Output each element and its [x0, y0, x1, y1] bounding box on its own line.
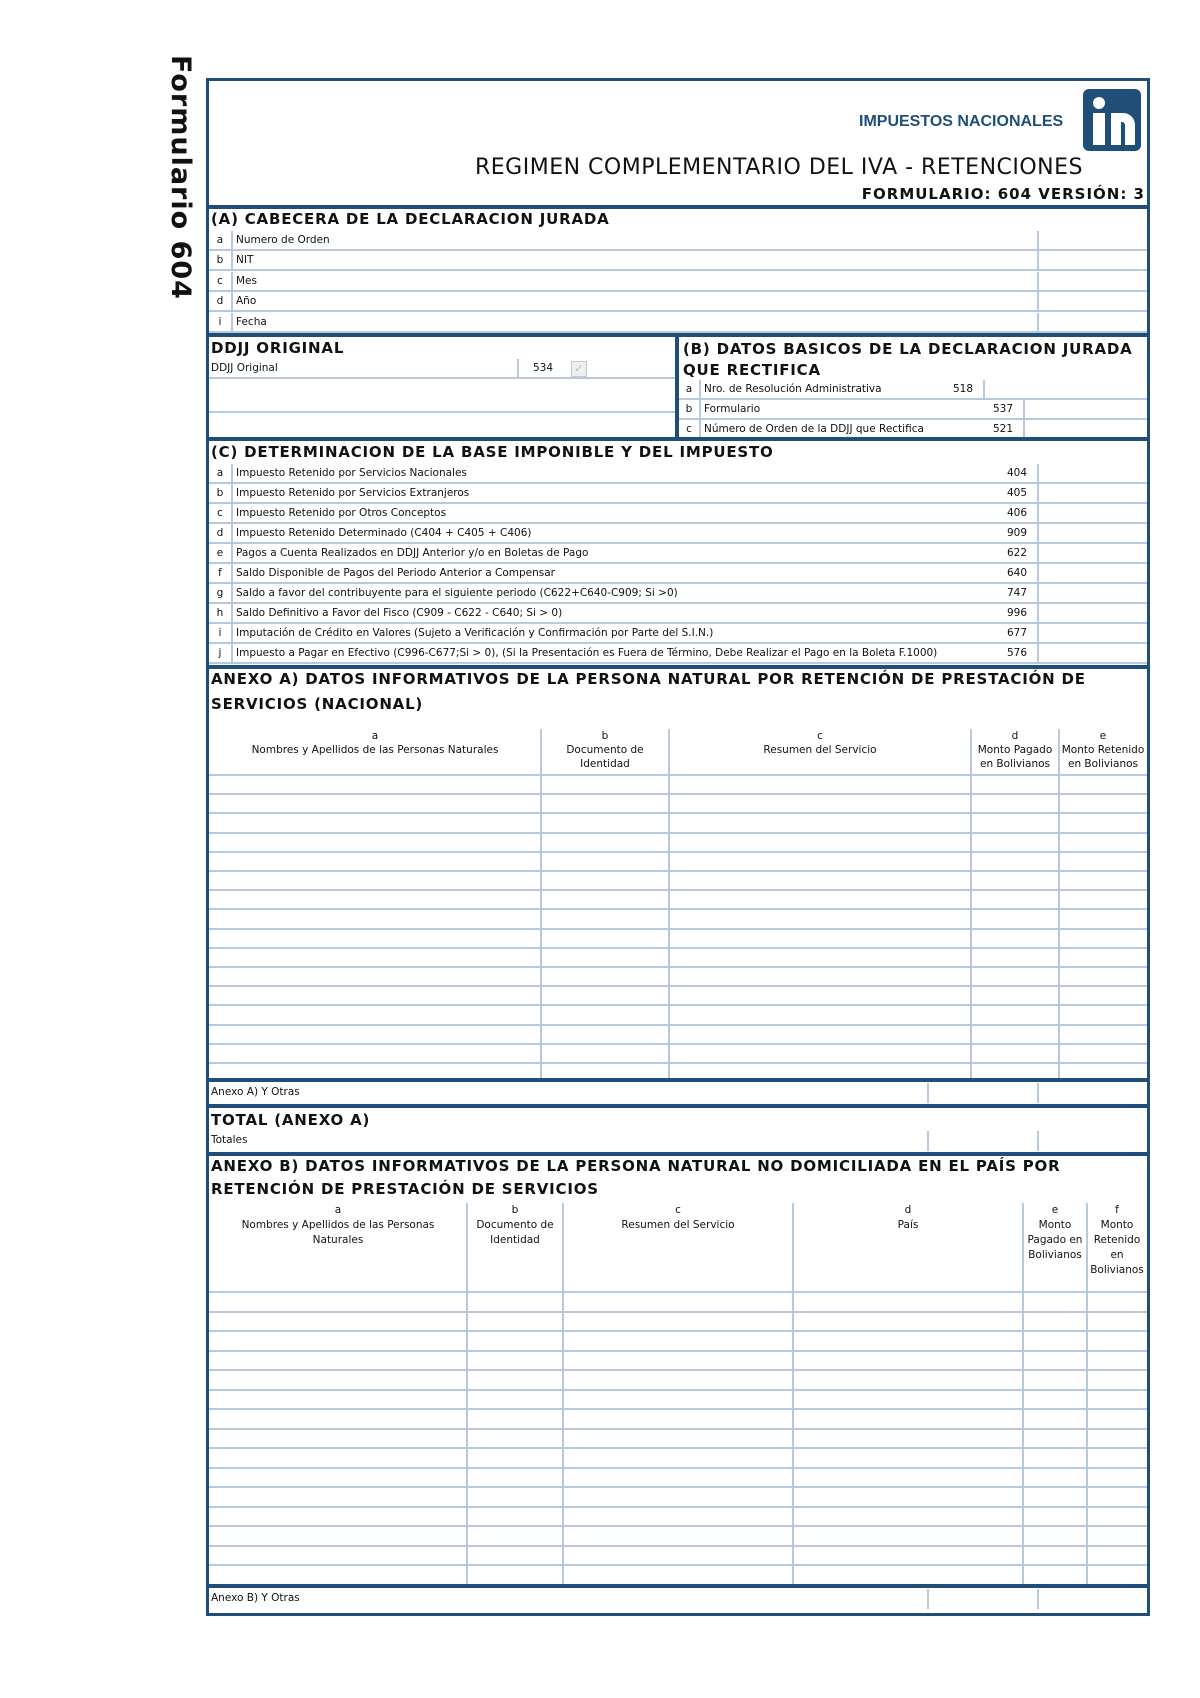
column-letter: b	[511, 1204, 519, 1216]
column-header	[209, 1203, 467, 1248]
row-label: Número de Orden de la DDJJ que Rectifica	[699, 420, 935, 438]
form-title: REGIMEN COMPLEMENTARIO DEL IVA - RETENCIONES	[475, 155, 1084, 180]
total-a-title: TOTAL (ANEXO A)	[211, 1111, 371, 1129]
row-letter: c	[686, 423, 692, 435]
anexo-a-title-1: ANEXO A) DATOS INFORMATIVOS DE LA PERSONA NATURAL POR RETENCIÓN DE PRESTACIÓN DE	[211, 670, 1086, 688]
row-code: 996	[1006, 607, 1028, 619]
column-label: Nombres y Apellidos de las Personas	[241, 1219, 435, 1231]
totales-e[interactable]	[1037, 1131, 1147, 1151]
row-code: 537	[992, 403, 1014, 415]
row-letter: d	[216, 527, 224, 539]
row-line	[209, 1408, 1147, 1410]
row-letter: g	[216, 587, 224, 599]
value-input[interactable]	[1037, 624, 1147, 642]
row-letter: e	[216, 547, 224, 559]
row-label: Impuesto Retenido Determinado (C404 + C405 + C406)	[231, 524, 997, 542]
row-label: Pagos a Cuenta Realizados en DDJJ Anterior y/o en Boletas de Pago	[231, 544, 997, 562]
row-line	[209, 1525, 1147, 1527]
value-input[interactable]	[1037, 524, 1147, 542]
anexo-b-title-1: ANEXO B) DATOS INFORMATIVOS DE LA PERSONA NATURAL NO DOMICILIADA EN EL PAÍS POR	[211, 1157, 1061, 1175]
table-row	[209, 251, 1147, 271]
row-line	[209, 1389, 1147, 1391]
table-row	[209, 484, 1147, 504]
impuestos-logo-icon	[1083, 89, 1141, 151]
row-line	[209, 947, 1147, 949]
row-letter: h	[216, 607, 224, 619]
section-b-title-1: (B) DATOS BASICOS DE LA DECLARACION JURADA	[683, 340, 1133, 358]
anexo-a-others-d[interactable]	[927, 1083, 1037, 1103]
column-label: Monto	[1038, 1219, 1072, 1231]
row-line	[209, 1467, 1147, 1469]
column-label: País	[897, 1219, 919, 1231]
table-row	[209, 313, 1147, 333]
column-header	[793, 1203, 1023, 1233]
row-line	[209, 889, 1147, 891]
column-label: Monto Retenido	[1061, 744, 1145, 756]
row-line	[209, 832, 1147, 834]
row-letter: i	[218, 315, 222, 328]
row-label: Fecha	[231, 313, 931, 331]
row-line	[209, 812, 1147, 814]
row-letter: a	[685, 383, 693, 395]
totales-label: Totales	[211, 1134, 248, 1146]
column-label: Identidad	[490, 1234, 540, 1246]
column-letter: f	[1115, 1204, 1119, 1216]
row-label: Saldo Disponible de Pagos del Periodo Anterior a Compensar	[231, 564, 997, 582]
value-input[interactable]	[1023, 420, 1147, 438]
row-label: Imputación de Crédito en Valores (Sujeto a Verificación y Confirmación por Parte del S.I.N.)	[231, 624, 997, 642]
row-label: Nro. de Resolución Administrativa	[699, 380, 935, 398]
row-label: Formulario	[699, 400, 935, 418]
row-label: Saldo Definitivo a Favor del Fisco (C909 - C622 - C640; Si > 0)	[231, 604, 997, 622]
column-label: Monto	[1100, 1219, 1134, 1231]
row-code: 640	[1006, 567, 1028, 579]
row-line	[209, 1506, 1147, 1508]
row-line	[209, 1062, 1147, 1064]
column-letter: a	[334, 1204, 342, 1216]
column-label: en	[1110, 1249, 1124, 1261]
row-letter: f	[218, 567, 222, 579]
column-label: Documento de	[566, 744, 644, 756]
column-header	[1059, 729, 1147, 771]
column-letter: b	[601, 730, 609, 742]
value-input[interactable]	[1037, 464, 1147, 482]
section-c-title: (C) DETERMINACION DE LA BASE IMPONIBLE Y DEL IMPUESTO	[211, 443, 774, 461]
value-input[interactable]	[1037, 484, 1147, 502]
column-letter: a	[371, 730, 379, 742]
row-letter: a	[216, 467, 224, 479]
table-row	[209, 584, 1147, 604]
column-header	[1087, 1203, 1147, 1278]
divider	[209, 437, 1147, 441]
row-letter: b	[216, 487, 224, 499]
row-line	[209, 1369, 1147, 1371]
table-row	[209, 564, 1147, 584]
row-line	[209, 985, 1147, 987]
row-line	[209, 1291, 1147, 1293]
row-line	[209, 1447, 1147, 1449]
value-input[interactable]	[1037, 584, 1147, 602]
row-label: NIT	[231, 251, 931, 269]
table-row	[209, 524, 1147, 544]
totales-row	[209, 1131, 1147, 1151]
column-divider	[1058, 729, 1060, 1078]
row-line	[209, 908, 1147, 910]
column-label: Bolivianos	[1028, 1249, 1082, 1261]
row-line	[209, 1428, 1147, 1430]
table-row	[209, 624, 1147, 644]
row-label: Impuesto Retenido por Servicios Nacionales	[231, 464, 997, 482]
anexo-b-others-e[interactable]	[927, 1589, 1037, 1609]
anexo-a-others-e[interactable]	[1037, 1083, 1147, 1103]
row-letter: c	[217, 507, 223, 519]
row-letter: b	[216, 254, 224, 267]
column-divider	[668, 729, 670, 1078]
value-input[interactable]	[1037, 604, 1147, 622]
value-input[interactable]	[1037, 504, 1147, 522]
anexo-b-others-f[interactable]	[1037, 1589, 1147, 1609]
row-line	[209, 1330, 1147, 1332]
row-line	[209, 870, 1147, 872]
ddjj-code: 534	[517, 359, 567, 377]
row-letter: b	[685, 403, 693, 415]
anexo-a-title-2: SERVICIOS (NACIONAL)	[211, 695, 424, 713]
value-input[interactable]	[1037, 292, 1147, 310]
row-line	[209, 774, 1147, 776]
section-a-title: (A) CABECERA DE LA DECLARACION JURADA	[211, 210, 610, 228]
table-row	[209, 292, 1147, 312]
anexo-b-others-label: Anexo B) Y Otras	[211, 1592, 300, 1604]
row-line	[209, 1486, 1147, 1488]
row-line	[209, 851, 1147, 853]
row-label: Impuesto a Pagar en Efectivo (C996-C677;Si > 0), (Si la Presentación es Fuera de Término, Debe Realizar el Pago en la Boleta F.1000)	[231, 644, 997, 662]
row-code: 521	[992, 423, 1014, 435]
row-label: Mes	[231, 272, 931, 290]
form-604	[206, 78, 1150, 1616]
value-input[interactable]	[1037, 231, 1147, 249]
value-input[interactable]	[1037, 313, 1147, 331]
value-input[interactable]	[1037, 251, 1147, 269]
column-label: en Bolivianos	[1067, 758, 1139, 770]
anexo-b-others-row	[209, 1589, 1147, 1609]
column-header	[541, 729, 669, 771]
ddjj-label: DDJJ Original	[211, 362, 278, 374]
row-label: Impuesto Retenido por Otros Conceptos	[231, 504, 997, 522]
column-label: Resumen del Servicio	[621, 1219, 735, 1231]
totales-d[interactable]	[927, 1131, 1037, 1151]
row-line	[209, 1024, 1147, 1026]
table-row	[209, 272, 1147, 292]
column-divider	[970, 729, 972, 1078]
row-code: 576	[1006, 647, 1028, 659]
row-line	[209, 793, 1147, 795]
column-letter: e	[1099, 730, 1107, 742]
column-label: Pagado en	[1027, 1234, 1083, 1246]
section-b-title-2: QUE RECTIFICA	[683, 361, 821, 379]
row-code: 404	[1006, 467, 1028, 479]
side-title: Formulario 604	[165, 55, 196, 300]
row-letter: c	[217, 274, 223, 287]
row-code: 405	[1006, 487, 1028, 499]
row-code: 406	[1006, 507, 1028, 519]
column-label: Bolivianos	[1090, 1264, 1144, 1276]
row-line	[209, 1564, 1147, 1566]
value-input[interactable]	[983, 380, 1147, 398]
anexo-a-others-row	[209, 1083, 1147, 1103]
column-label: Resumen del Servicio	[763, 744, 877, 756]
divider	[209, 1078, 1147, 1082]
row-letter: a	[216, 234, 224, 246]
table-row	[679, 380, 1147, 400]
value-input[interactable]	[1037, 644, 1147, 662]
row-code: 518	[952, 383, 974, 395]
divider	[209, 1104, 1147, 1108]
ddjj-row	[209, 359, 675, 379]
column-label: Monto Pagado	[977, 744, 1053, 756]
column-label: Documento de	[476, 1219, 554, 1231]
row-line	[209, 1350, 1147, 1352]
row-code: 622	[1006, 547, 1028, 559]
row-letter: d	[216, 295, 224, 308]
row-code: 909	[1006, 527, 1028, 539]
row-code: 677	[1006, 627, 1028, 639]
row-label: Numero de Orden	[231, 231, 931, 249]
column-letter: e	[1051, 1204, 1059, 1216]
column-label: Identidad	[580, 758, 630, 770]
row-line	[209, 1311, 1147, 1313]
value-input[interactable]	[1037, 272, 1147, 290]
row-line	[209, 1545, 1147, 1547]
column-header	[563, 1203, 793, 1233]
row-line	[209, 1004, 1147, 1006]
ddjj-original-checkbox[interactable]: ✓	[571, 361, 587, 377]
column-header	[209, 729, 541, 757]
column-label: Naturales	[312, 1234, 364, 1246]
anexo-b-title-2: RETENCIÓN DE PRESTACIÓN DE SERVICIOS	[211, 1180, 599, 1198]
row-label: Impuesto Retenido por Servicios Extranjeros	[231, 484, 997, 502]
row-line	[209, 1043, 1147, 1045]
table-row	[209, 231, 1147, 251]
column-label: Nombres y Apellidos de las Personas Naturales	[251, 744, 499, 756]
column-letter: c	[817, 730, 823, 742]
column-header	[971, 729, 1059, 771]
column-header	[669, 729, 971, 757]
row-code: 747	[1006, 587, 1028, 599]
anexo-a-others-label: Anexo A) Y Otras	[211, 1086, 300, 1098]
row-line	[209, 966, 1147, 968]
column-letter: c	[675, 1204, 681, 1216]
table-row	[679, 400, 1147, 420]
divider	[209, 1584, 1147, 1588]
column-letter: d	[904, 1204, 912, 1216]
column-header	[1023, 1203, 1087, 1263]
table-row	[209, 464, 1147, 484]
value-input[interactable]	[1037, 564, 1147, 582]
value-input[interactable]	[1037, 544, 1147, 562]
value-input[interactable]	[1023, 400, 1147, 418]
table-row	[209, 504, 1147, 524]
logo-text: IMPUESTOS NACIONALES	[859, 113, 1064, 130]
column-letter: d	[1011, 730, 1019, 742]
row-label: Año	[231, 292, 931, 310]
row-line	[209, 928, 1147, 930]
column-label: en Bolivianos	[979, 758, 1051, 770]
table-row	[209, 544, 1147, 564]
column-header	[467, 1203, 563, 1248]
column-label: Retenido	[1093, 1234, 1141, 1246]
table-row	[209, 604, 1147, 624]
column-divider	[540, 729, 542, 1078]
form-version: FORMULARIO: 604 VERSIÓN: 3	[861, 185, 1145, 203]
row-letter: i	[218, 627, 222, 639]
row-label: Saldo a favor del contribuyente para el siguiente periodo (C622+C640-C909; Si >0)	[231, 584, 997, 602]
row-letter: j	[218, 647, 222, 659]
table-row	[209, 644, 1147, 664]
ddjj-title: DDJJ ORIGINAL	[211, 339, 345, 357]
